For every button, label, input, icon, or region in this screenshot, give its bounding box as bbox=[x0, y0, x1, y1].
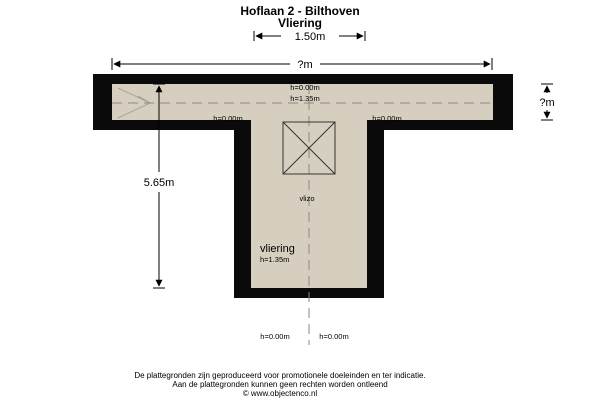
height-label-top: h=0.00m bbox=[290, 83, 320, 92]
floor-name: Vliering bbox=[277, 16, 322, 30]
height-label-bottom-right: h=0.00m bbox=[319, 332, 349, 341]
dimension-top-width-label: 1.50m bbox=[294, 31, 326, 43]
plan-title: Hoflaan 2 - Bilthoven bbox=[240, 4, 360, 18]
copyright: © www.objectenco.nl bbox=[242, 389, 318, 398]
dimension-left-height-label: 5.65m bbox=[143, 177, 175, 189]
room-height: h=1.35m bbox=[260, 255, 290, 264]
dimension-overall-width-label: ?m bbox=[297, 59, 313, 71]
wall-notch bbox=[157, 78, 161, 84]
height-label-ridge: h=1.35m bbox=[290, 94, 320, 103]
room-name: vliering bbox=[260, 243, 295, 255]
dimension-right-height-label: ?m bbox=[539, 97, 555, 109]
disclaimer-line-2: Aan de plattegronden kunnen geen rechten worden ontleend bbox=[172, 380, 388, 389]
height-label-right-wing: h=0.00m bbox=[372, 114, 402, 123]
height-label-left-wing: h=0.00m bbox=[213, 114, 243, 123]
disclaimer-line-1: De plattegronden zijn geproduceerd voor promotionele doeleinden en ter indicatie. bbox=[134, 371, 426, 380]
height-label-bottom-left: h=0.00m bbox=[260, 332, 290, 341]
hatch-label: vlizo bbox=[299, 194, 315, 203]
